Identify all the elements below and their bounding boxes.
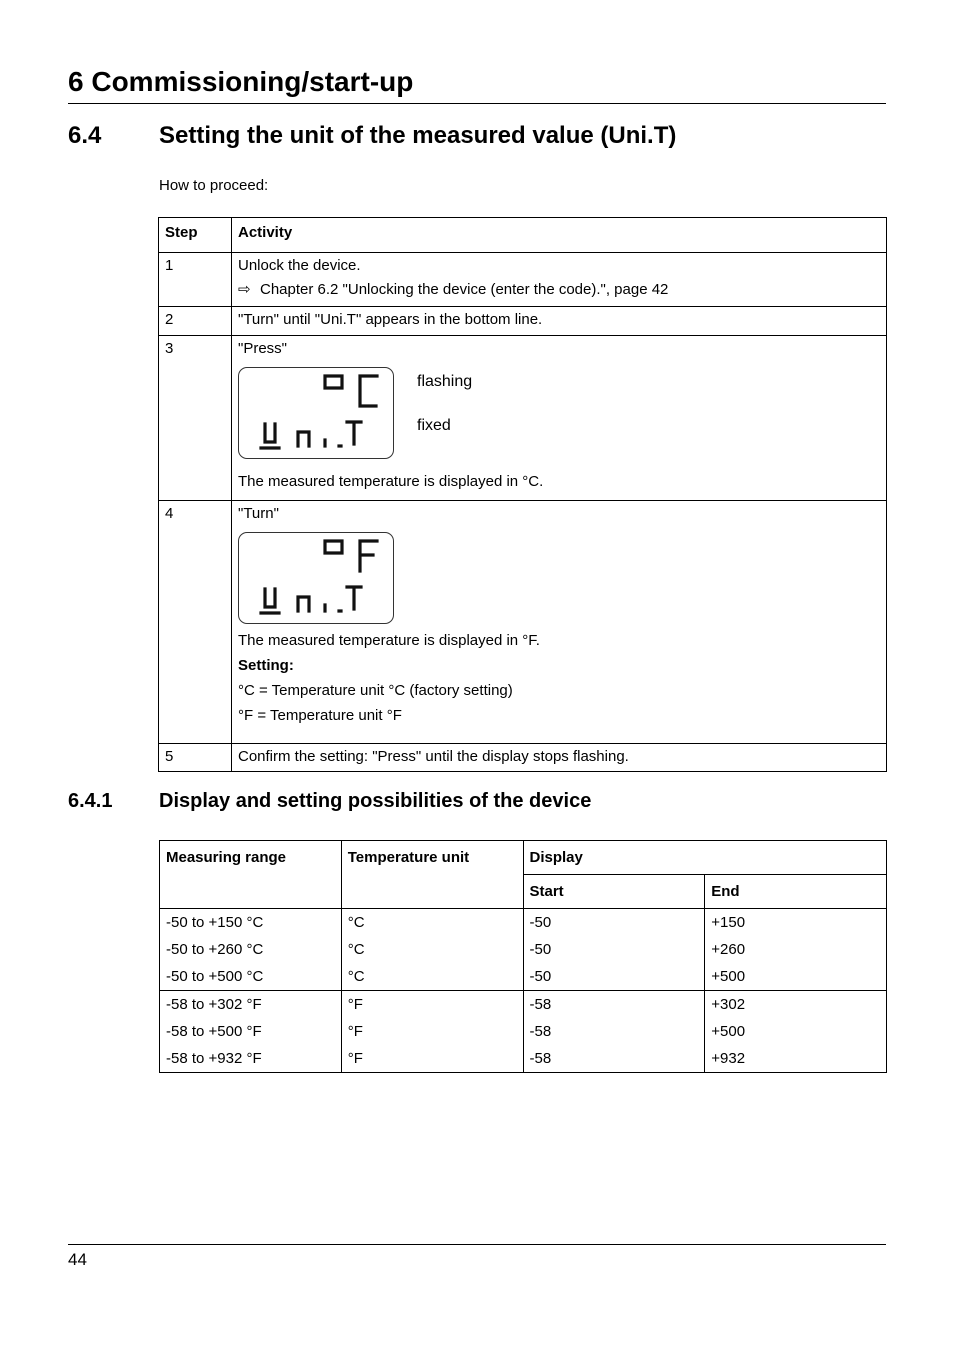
step-activity: Confirm the setting: "Press" until the display stops flashing.	[232, 744, 887, 772]
temperature-unit-header: Temperature unit	[341, 841, 523, 909]
flashing-label: flashing	[417, 373, 473, 390]
range-table	[159, 840, 887, 1073]
start-cell: -50 -50 -50	[523, 909, 705, 991]
step-activity: "Turn" until "Uni.T" appears in the bottom line.	[232, 307, 887, 336]
start-header: Start	[523, 875, 705, 909]
table-row	[160, 991, 887, 1073]
lcd-display-celsius	[238, 367, 394, 459]
end-cell: +302 +500 +932	[705, 991, 887, 1073]
section-title: Setting the unit of the measured value (Uni.T)	[159, 122, 677, 149]
step-activity	[232, 336, 887, 501]
chapter-title: 6 Commissioning/start-up	[68, 66, 414, 97]
arrow-right-icon: ⇨	[238, 281, 251, 298]
step-activity	[232, 253, 887, 307]
page-number: 44	[68, 1250, 87, 1269]
range-cell: -58 to +302 °F -58 to +500 °F -58 to +932 °F	[160, 991, 342, 1073]
setting-option: °F = Temperature unit °F	[238, 707, 402, 724]
activity-text: "Turn"	[238, 505, 279, 522]
table-row	[159, 307, 887, 336]
steps-table	[158, 217, 887, 772]
step-number: 1	[159, 253, 232, 307]
unit-cell: °F °F °F	[341, 991, 523, 1073]
subsection-number: 6.4.1	[68, 790, 113, 812]
step-number: 5	[159, 744, 232, 772]
unit-cell: °C °C °C	[341, 909, 523, 991]
range-header-row	[160, 841, 887, 875]
table-row	[159, 253, 887, 307]
end-cell: +150 +260 +500	[705, 909, 887, 991]
range-cell: -50 to +150 °C -50 to +260 °C -50 to +500 °C	[160, 909, 342, 991]
step-header: Step	[159, 218, 232, 253]
table-row	[159, 336, 887, 501]
activity-text: Unlock the device.	[238, 257, 361, 274]
table-row	[159, 501, 887, 744]
table-row	[160, 909, 887, 991]
steps-header-row	[159, 218, 887, 253]
lcd-display-fahrenheit	[238, 532, 394, 624]
fixed-label: fixed	[417, 417, 451, 434]
measuring-range-header: Measuring range	[160, 841, 342, 909]
section-number: 6.4	[68, 122, 102, 149]
end-header: End	[705, 875, 887, 909]
start-cell: -58 -58 -58	[523, 991, 705, 1073]
step-number: 2	[159, 307, 232, 336]
footer-divider	[68, 1244, 886, 1245]
table-row	[159, 744, 887, 772]
step-activity	[232, 501, 887, 744]
subsection-title: Display and setting possibilities of the device	[159, 790, 592, 812]
activity-text: The measured temperature is displayed in °C.	[238, 473, 544, 490]
intro-text: How to proceed:	[159, 177, 269, 194]
activity-text: The measured temperature is displayed in °F.	[238, 632, 540, 649]
setting-label: Setting:	[238, 657, 294, 674]
step-number: 4	[159, 501, 232, 744]
activity-header: Activity	[232, 218, 887, 253]
chapter-reference[interactable]	[238, 280, 880, 300]
chapter-divider	[68, 103, 886, 104]
display-header: Display	[523, 841, 887, 875]
activity-text: "Press"	[238, 340, 287, 357]
reference-link[interactable]: Chapter 6.2 "Unlocking the device (enter the code).", page 42	[260, 281, 669, 298]
step-number: 3	[159, 336, 232, 501]
setting-option: °C = Temperature unit °C (factory setting)	[238, 682, 513, 699]
